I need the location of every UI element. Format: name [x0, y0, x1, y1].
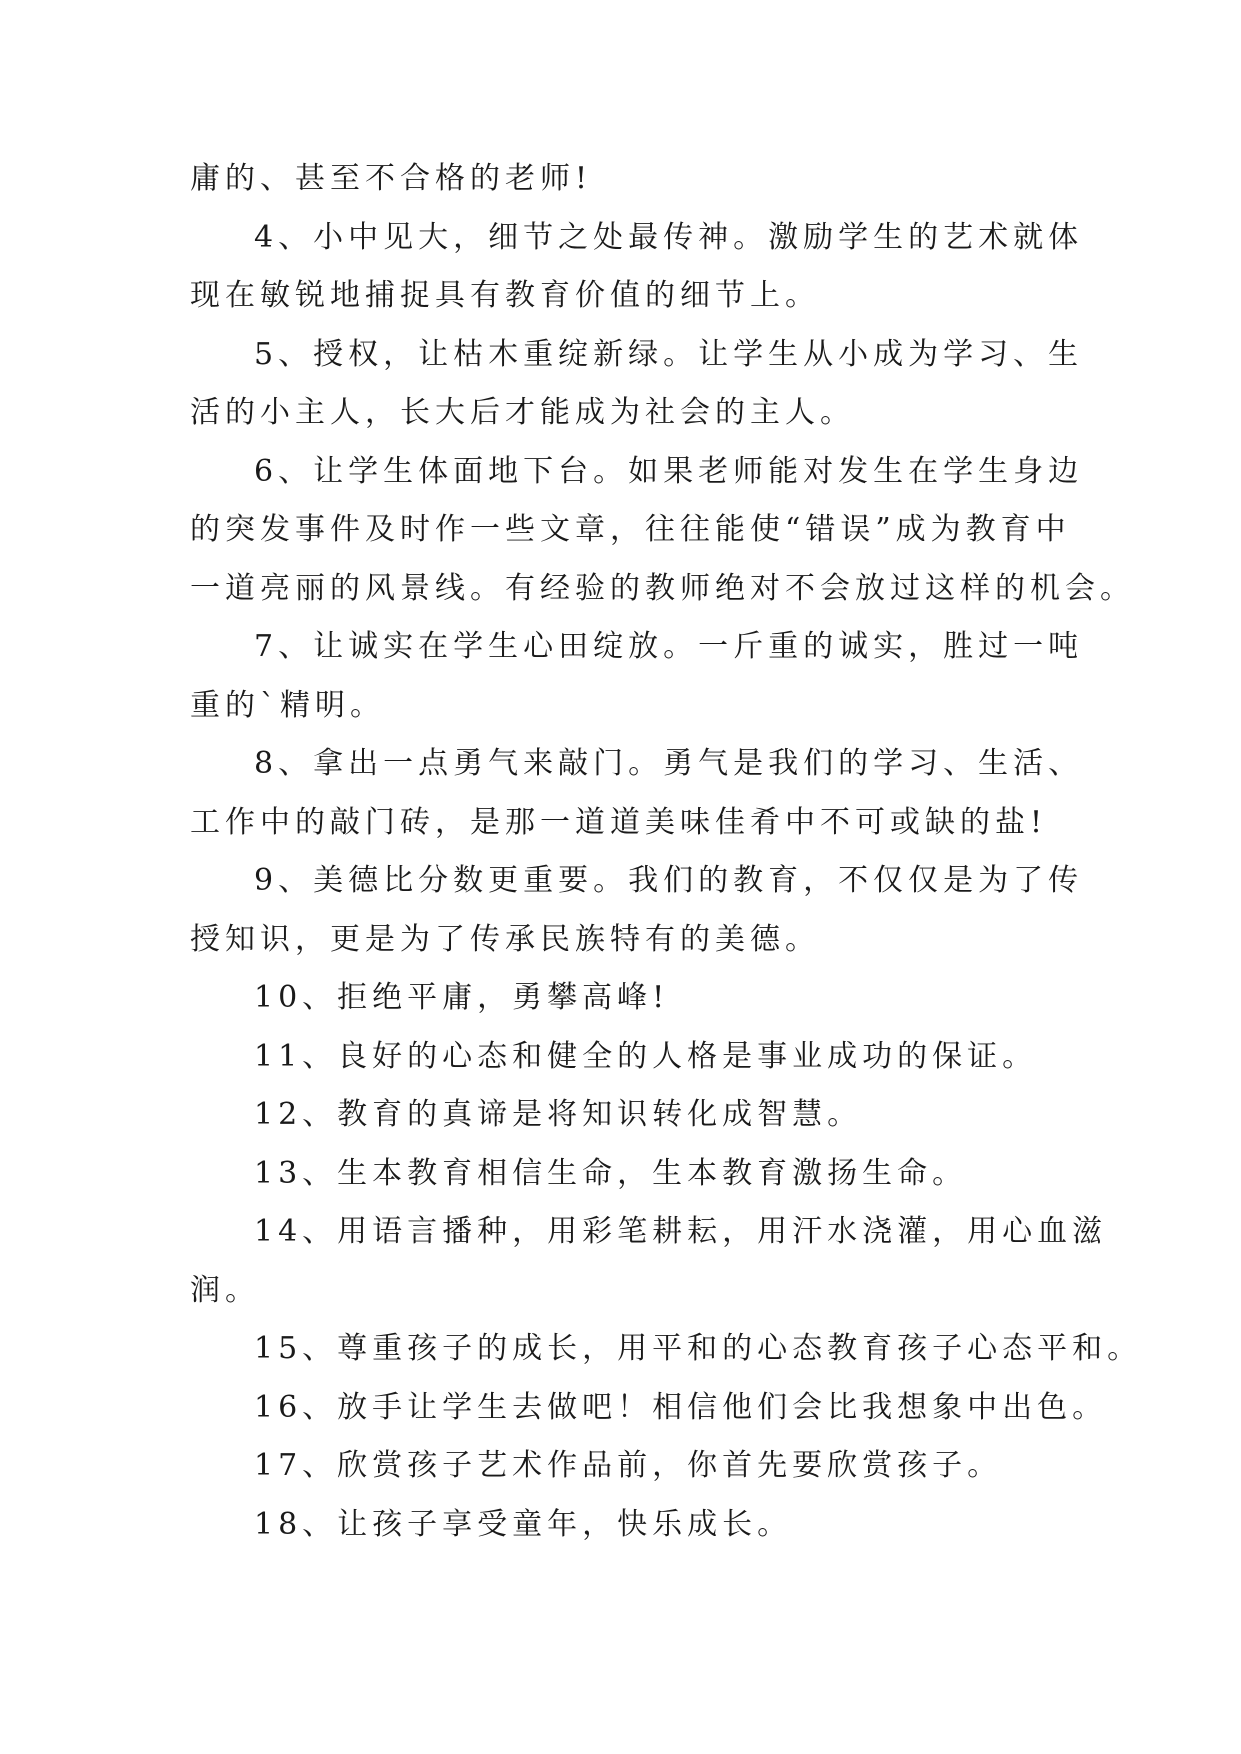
paragraph [190, 1145, 1070, 1204]
paragraph [190, 209, 1084, 326]
text-line: 4、小中见大，细节之处最传神。激励学生的艺术就体 [254, 219, 1084, 255]
text-line: 7、让诚实在学生心田绽放。一斤重的诚实，胜过一吨 [254, 629, 1084, 664]
paragraph [190, 443, 1135, 619]
text-line: 庸的、甚至不合格的老师! [190, 161, 593, 196]
paragraph [190, 618, 1084, 735]
text-line: 授知识，更是为了传承民族特有的美德。 [190, 921, 820, 957]
text-line: 现在敏锐地捕捉具有教育价值的细节上。 [190, 278, 820, 313]
text-line: 12、教育的真谛是将知识转化成智慧。 [254, 1097, 863, 1132]
paragraph [190, 1028, 1070, 1087]
text-line: 润。 [190, 1272, 260, 1308]
text-line: 的突发事件及时作一些文章，往往能使“错误”成为教育中 [190, 512, 1071, 547]
text-line: 13、生本教育相信生命，生本教育激扬生命。 [254, 1155, 968, 1191]
text-line: 6、让学生体面地下台。如果老师能对发生在学生身边 [254, 453, 1084, 489]
text-line: 一道亮丽的风景线。有经验的教师绝对不会放过这样的机会。 [190, 570, 1135, 606]
text-line: 重的`精明。 [190, 687, 385, 723]
paragraph [190, 969, 1070, 1028]
paragraph [190, 1203, 1108, 1320]
text-line: 5、授权，让枯木重绽新绿。让学生从小成为学习、生 [254, 336, 1084, 372]
text-line: 活的小主人，长大后才能成为社会的主人。 [190, 395, 855, 430]
text-line: 10、拒绝平庸，勇攀高峰! [254, 980, 670, 1015]
paragraph [190, 735, 1084, 852]
text-line: 15、尊重孩子的成长，用平和的心态教育孩子心态平和。 [254, 1331, 1143, 1366]
paragraph [190, 150, 1070, 209]
text-line: 11、良好的心态和健全的人格是事业成功的保证。 [254, 1038, 1038, 1074]
paragraph [190, 1320, 1143, 1379]
text-line: 14、用语言播种，用彩笔耕耘，用汗水浇灌，用心血滋 [254, 1214, 1108, 1249]
paragraph [190, 1379, 1108, 1438]
text-line: 18、让孩子享受童年，快乐成长。 [254, 1506, 793, 1542]
text-line: 工作中的敲门砖，是那一道道美味佳肴中不可或缺的盐! [190, 804, 1048, 840]
document-body [190, 150, 1143, 1554]
paragraph [190, 1086, 1070, 1145]
paragraph [190, 326, 1084, 443]
paragraph [190, 852, 1084, 969]
text-line: 16、放手让学生去做吧！相信他们会比我想象中出色。 [254, 1389, 1108, 1425]
paragraph [190, 1496, 1070, 1555]
text-line: 8、拿出一点勇气来敲门。勇气是我们的学习、生活、 [254, 746, 1084, 781]
text-line: 9、美德比分数更重要。我们的教育，不仅仅是为了传 [254, 863, 1084, 898]
text-line: 17、欣赏孩子艺术作品前，你首先要欣赏孩子。 [254, 1448, 1003, 1483]
paragraph [190, 1437, 1070, 1496]
